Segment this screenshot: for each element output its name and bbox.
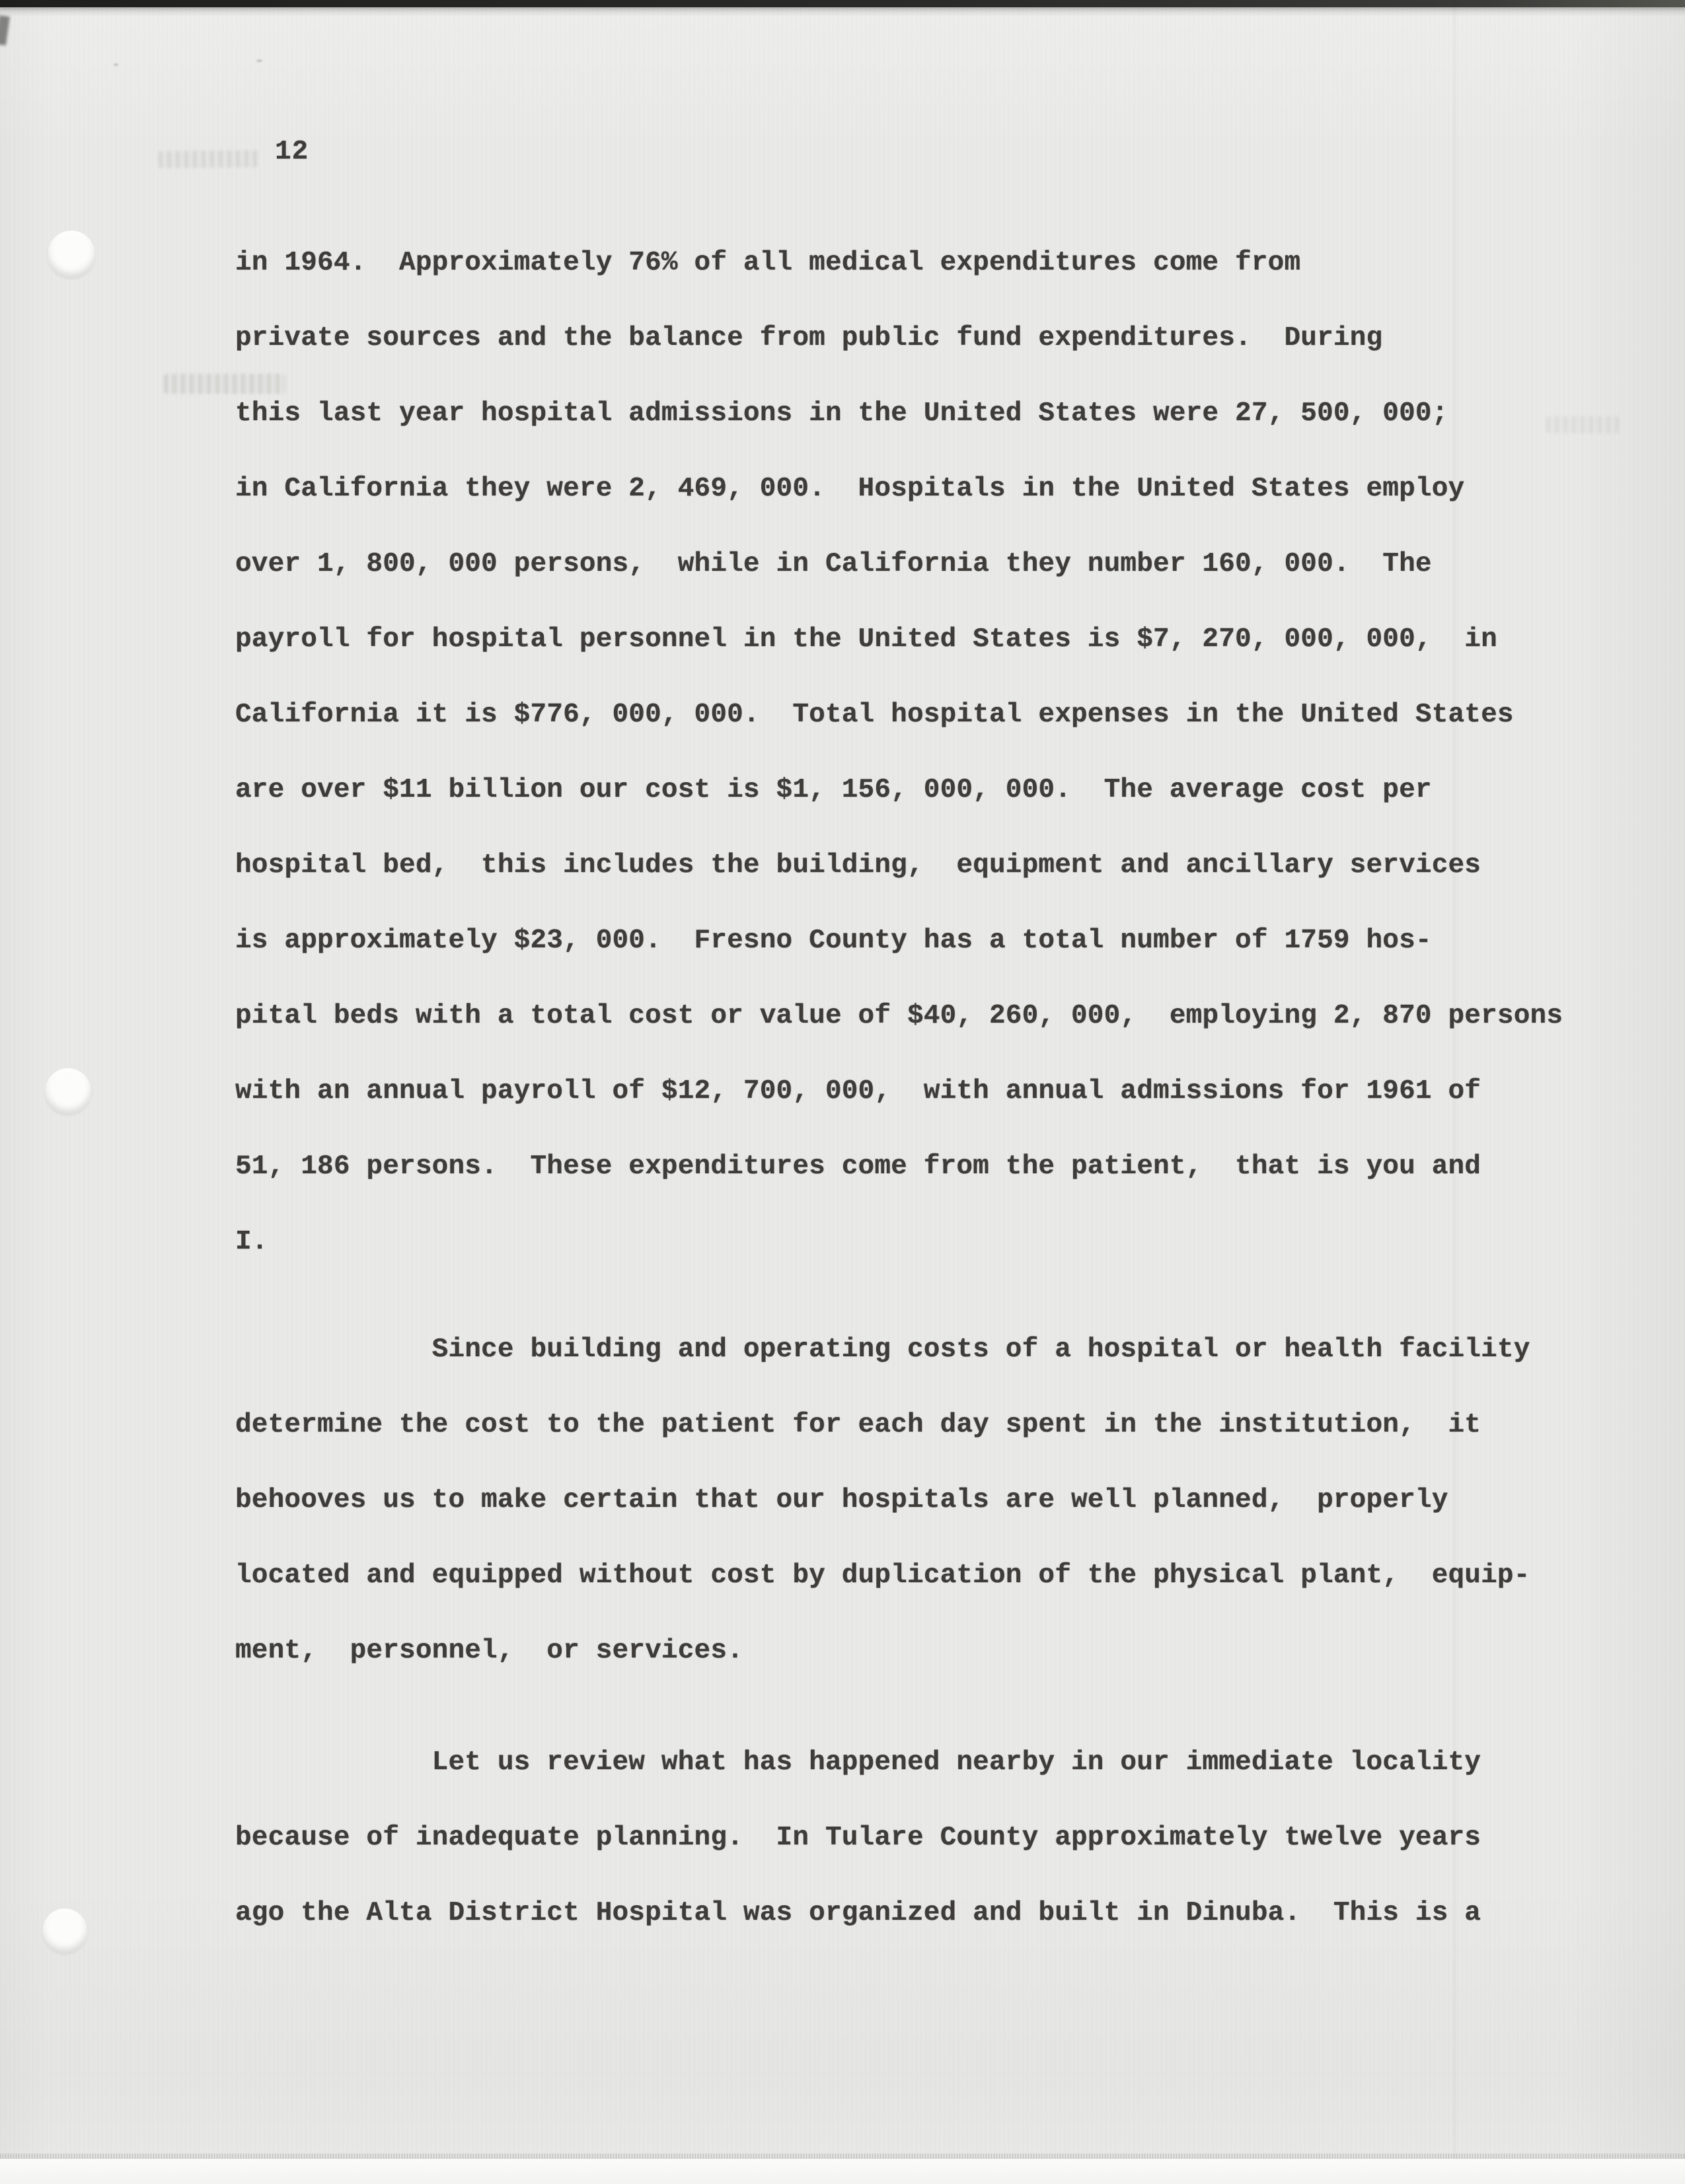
scanner-bottom-strip <box>0 2159 1685 2184</box>
text-line: ago the Alta District Hospital was organized and built in Dinuba. This is a <box>235 1898 1481 1928</box>
text-line: 51, 186 persons. These expenditures come from the patient, that is you and <box>235 1151 1481 1182</box>
text-line: behooves us to make certain that our hospitals are well planned, properly <box>235 1485 1448 1515</box>
text-line: I. <box>235 1227 268 1257</box>
text-line: Since building and operating costs of a hospital or health facility <box>235 1334 1530 1365</box>
text-line: private sources and the balance from public fund expenditures. During <box>235 323 1383 353</box>
text-line: with an annual payroll of $12, 700, 000, with annual admissions for 1961 of <box>235 1076 1481 1107</box>
text-line: are over $11 billion our cost is $1, 156, 000, 000. The average cost per <box>235 775 1432 805</box>
scan-speck <box>114 63 118 66</box>
page-number: 12 <box>275 137 309 167</box>
scanner-top-edge-shadow <box>0 7 1685 17</box>
paragraph <box>235 1725 1481 1951</box>
text-line: California it is $776, 000, 000. Total hospital expenses in the United States <box>235 700 1514 730</box>
ink-ghost-smudge <box>159 150 258 168</box>
text-line: pital beds with a total cost or value of $40, 260, 000, employing 2, 870 persons <box>235 1001 1563 1031</box>
text-line: over 1, 800, 000 persons, while in California they number 160, 000. The <box>235 549 1432 579</box>
punch-hole <box>48 231 95 278</box>
text-line: is approximately $23, 000. Fresno County has a total number of 1759 hos- <box>235 926 1432 956</box>
text-line: in California they were 2, 469, 000. Hospitals in the United States employ <box>235 474 1465 504</box>
text-line: payroll for hospital personnel in the United States is $7, 270, 000, 000, in <box>235 624 1497 655</box>
punch-hole <box>45 1068 91 1114</box>
paragraph <box>235 1312 1530 1689</box>
text-line: Let us review what has happened nearby in our immediate locality <box>235 1747 1481 1778</box>
text-line: in 1964. Approximately 76% of all medical expenditures come from <box>235 248 1301 278</box>
text-line: determine the cost to the patient for each day spent in the institution, it <box>235 1410 1481 1440</box>
scan-speck <box>256 59 262 62</box>
text-line: hospital bed, this includes the building, equipment and ancillary services <box>235 850 1481 881</box>
scan-corner-mark <box>0 15 10 46</box>
punch-hole <box>42 1909 87 1953</box>
text-line: located and equipped without cost by duplication of the physical plant, equip- <box>235 1560 1530 1591</box>
scanner-top-edge <box>0 0 1685 7</box>
text-line: this last year hospital admissions in the United States were 27, 500, 000; <box>235 398 1448 429</box>
text-line: ment, personnel, or services. <box>235 1636 743 1666</box>
text-line: because of inadequate planning. In Tulare County approximately twelve years <box>235 1823 1481 1853</box>
paragraph <box>235 225 1563 1280</box>
